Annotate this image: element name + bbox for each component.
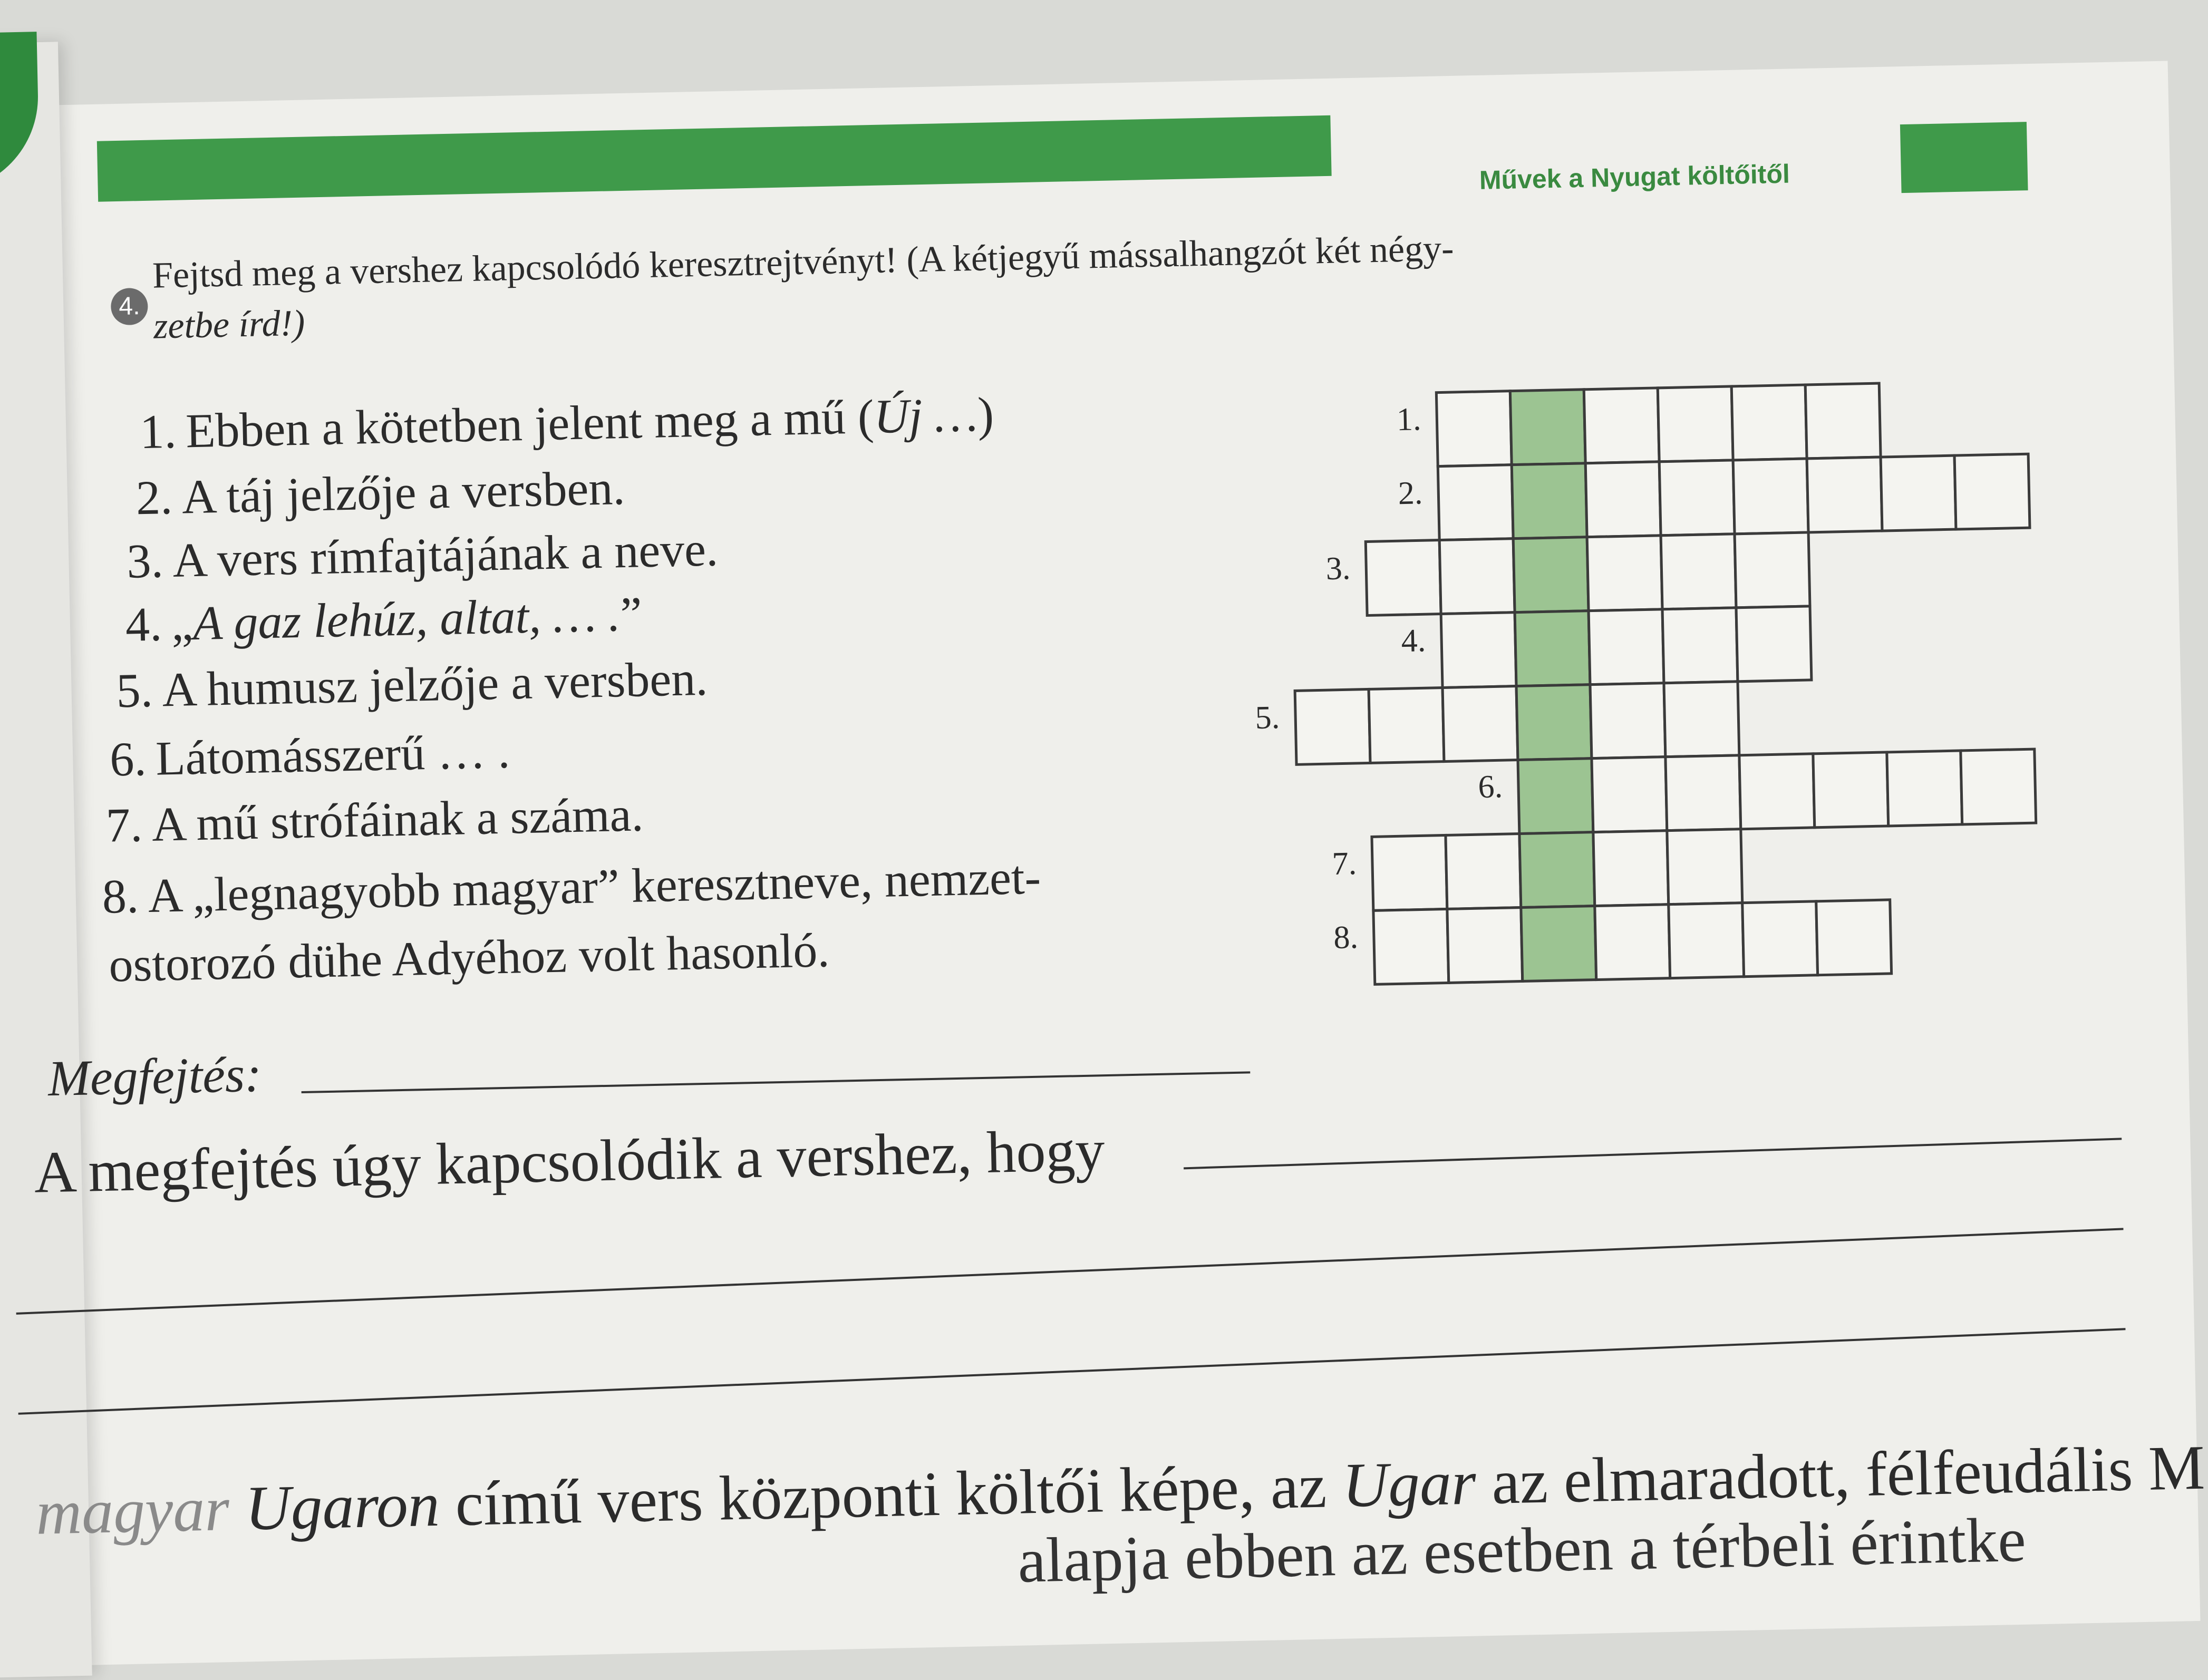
body-text-line-2: alapja ebben az esetben a térbeli érintke — [1017, 1504, 2027, 1596]
crossword-cell[interactable] — [1295, 689, 1370, 764]
clue-number: 6. — [109, 732, 147, 786]
crossword-cell[interactable] — [1661, 534, 1736, 609]
crossword-cell[interactable] — [1585, 462, 1661, 537]
crossword-cell[interactable] — [1816, 900, 1892, 975]
clue-number: 1. — [139, 404, 177, 459]
clue-text-end: ” — [619, 587, 643, 642]
crossword-row-label: 4. — [1400, 623, 1426, 659]
crossword-cell[interactable] — [1954, 454, 2030, 529]
crossword-cell[interactable] — [1665, 755, 1741, 831]
crossword-cell[interactable] — [1587, 536, 1662, 611]
instruction-line-2: zetbe írd!) — [153, 303, 305, 347]
body-text-part: című vers központi költői képe, az — [439, 1450, 1343, 1539]
connection-prompt: A megfejtés úgy kapcsolódik a vershez, hogy — [33, 1118, 1106, 1206]
crossword-cell[interactable] — [1446, 834, 1521, 909]
crossword-cell[interactable] — [1369, 688, 1444, 763]
clue-text: Látomásszerű … . — [155, 724, 511, 785]
crossword-cell[interactable] — [1447, 908, 1523, 983]
crossword-cell[interactable] — [1669, 903, 1744, 978]
crossword-cell[interactable] — [1881, 455, 1956, 531]
crossword-cell[interactable] — [1439, 539, 1515, 614]
clue-text: A humusz jelzője a versben. — [161, 651, 709, 717]
solution-cell[interactable] — [1512, 463, 1587, 539]
task-number-badge: 4. — [111, 288, 148, 325]
clue-number: 7. — [105, 798, 143, 852]
crossword-cell[interactable] — [1593, 831, 1669, 906]
clue-number: 3. — [126, 533, 164, 588]
solution-cell[interactable] — [1515, 611, 1590, 686]
clue-text: A mű strófáinak a száma. — [151, 787, 644, 851]
solution-cell[interactable] — [1516, 685, 1592, 760]
crossword-cell[interactable] — [1735, 532, 1810, 608]
crossword-cell[interactable] — [1438, 465, 1513, 540]
clue-text: „ — [170, 596, 193, 650]
clue-text: A táj jelzője a versben. — [181, 460, 626, 524]
crossword-cell[interactable] — [1961, 749, 2036, 824]
solution-cell[interactable] — [1519, 832, 1595, 908]
crossword-cell[interactable] — [1584, 388, 1659, 463]
crossword-row-label: 7. — [1331, 846, 1357, 882]
clue-number: 8. — [101, 869, 139, 924]
crossword-cell[interactable] — [1813, 752, 1889, 828]
crossword-row-label: 5. — [1254, 700, 1280, 736]
solution-cell[interactable] — [1521, 906, 1596, 982]
crossword-row-label: 6. — [1477, 769, 1503, 805]
clue-text: A „legnagyobb magyar” keresztneve, nemzet- — [147, 850, 1042, 923]
clue-text: Ebben a kötetben jelent meg a mű ( — [185, 390, 875, 458]
crossword-cell[interactable] — [1742, 901, 1818, 977]
crossword-cell[interactable] — [1372, 835, 1447, 910]
instruction-line-1: Fejtsd meg a vershez kapcsolódó keresztrejtvényt! (A kétjegyű mássalhangzót két négy- — [152, 228, 1455, 296]
crossword-cell[interactable] — [1592, 757, 1667, 832]
crossword-row-label: 1. — [1396, 401, 1422, 438]
crossword-cell[interactable] — [1595, 905, 1670, 980]
crossword-cell[interactable] — [1658, 386, 1733, 462]
crossword-cell[interactable] — [1659, 460, 1735, 536]
clue-text: A vers rímfajtájának a neve. — [172, 522, 719, 587]
body-text-part-2: az elmaradott, félfeudális M — [1475, 1432, 2206, 1518]
crossword-cell[interactable] — [1731, 385, 1807, 460]
solution-cell[interactable] — [1513, 537, 1589, 613]
crossword-cell[interactable] — [1590, 683, 1665, 759]
crossword-cell[interactable] — [1733, 459, 1808, 534]
crossword-cell[interactable] — [1441, 613, 1516, 688]
crossword-cell[interactable] — [1589, 609, 1664, 685]
clue-number: 2. — [135, 470, 173, 525]
crossword-cell[interactable] — [1664, 682, 1739, 757]
crossword-cell[interactable] — [1805, 383, 1881, 459]
crossword-cell[interactable] — [1667, 829, 1742, 905]
section-title: Művek a Nyugat költőitől — [1479, 159, 1790, 195]
crossword-cell[interactable] — [1662, 608, 1738, 683]
clue-8-continuation: ostorozó dühe Adyéhoz volt hasonló. — [108, 923, 830, 992]
clue-text-end: ) — [977, 387, 994, 441]
italic-title: Ugaron — [244, 1469, 441, 1543]
crossword-cell[interactable] — [1373, 909, 1449, 984]
crossword-cell[interactable] — [1436, 391, 1512, 467]
crossword-cell[interactable] — [1807, 457, 1882, 532]
solution-cell[interactable] — [1510, 390, 1585, 465]
crossword-cell[interactable] — [1887, 751, 1962, 826]
solution-label: Megfejtés: — [47, 1045, 263, 1107]
crossword-cell[interactable] — [1739, 754, 1815, 829]
clue-italic-text: Új … — [873, 387, 979, 444]
crossword-cell[interactable] — [1442, 686, 1518, 762]
crossword-row-label: 8. — [1333, 919, 1359, 956]
clue-number: 5. — [115, 663, 153, 718]
crossword-row-label: 3. — [1325, 550, 1351, 587]
italic-word: Ugar — [1341, 1447, 1477, 1520]
clue-italic-text: A gaz lehúz, altat, … . — [192, 587, 621, 650]
crossword-cell[interactable] — [1366, 540, 1441, 616]
clue-number: 4. — [124, 597, 163, 652]
solution-cell[interactable] — [1518, 759, 1593, 834]
crossword-cell[interactable] — [1736, 606, 1812, 682]
crossword-row-label: 2. — [1398, 475, 1423, 512]
faded-word: magyar — [35, 1473, 230, 1548]
